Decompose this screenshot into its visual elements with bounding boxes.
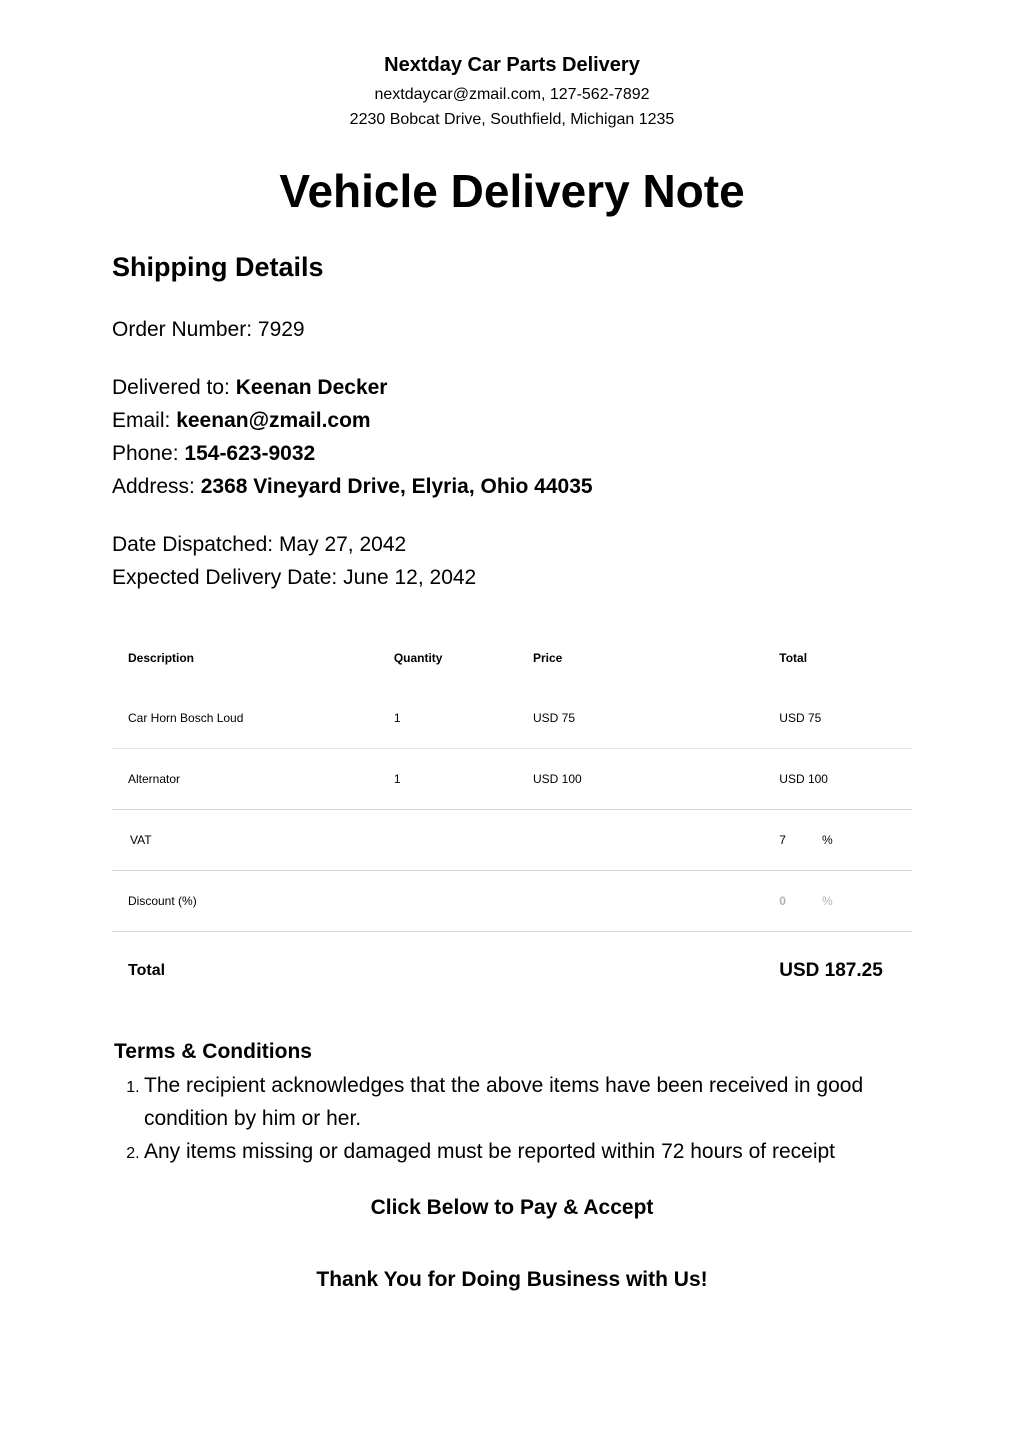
row-quantity: 1 xyxy=(394,749,533,810)
total-value: USD 187.25 xyxy=(779,960,883,981)
phone-label: Phone: xyxy=(112,442,179,465)
vat-cell xyxy=(779,810,912,871)
company-address: 2230 Bobcat Drive, Southfield, Michigan 1235 xyxy=(349,111,675,128)
row-quantity: 1 xyxy=(394,688,533,749)
header-quantity: Quantity xyxy=(393,651,443,665)
delivered-to-value: Keenan Decker xyxy=(235,376,388,399)
vat-row xyxy=(112,810,912,871)
header-total: Total xyxy=(779,651,808,665)
order-number-line xyxy=(112,318,305,342)
total-row xyxy=(112,932,912,1011)
document-title: Vehicle Delivery Note xyxy=(279,165,745,217)
terms-item: 2. Any items missing or damaged must be reported within 72 hours of receipt xyxy=(144,1135,904,1168)
row-description: Car Horn Bosch Loud xyxy=(112,688,394,749)
discount-unit: % xyxy=(821,894,833,908)
terms-heading: Terms & Conditions xyxy=(114,1040,312,1063)
date-dispatched-line xyxy=(112,533,406,557)
total-label: Total xyxy=(128,962,166,979)
table-header-row xyxy=(112,628,912,688)
header-price: Price xyxy=(533,651,563,665)
company-name: Nextday Car Parts Delivery xyxy=(384,54,640,76)
phone-line xyxy=(112,442,315,466)
address-line xyxy=(112,475,593,499)
discount-value[interactable]: 0 xyxy=(779,894,786,908)
date-dispatched-label: Date Dispatched: xyxy=(112,533,274,556)
pay-accept-prompt: Click Below to Pay & Accept xyxy=(370,1196,654,1219)
row-total: USD 75 xyxy=(779,688,912,749)
delivered-to-label: Delivered to: xyxy=(112,376,230,399)
date-dispatched-value: May 27, 2042 xyxy=(278,533,407,556)
expected-delivery-line xyxy=(112,566,476,590)
shipping-heading: Shipping Details xyxy=(112,252,324,282)
terms-list xyxy=(112,1069,904,1168)
vat-label: VAT xyxy=(112,810,394,871)
order-number-label: Order Number: xyxy=(112,318,253,341)
row-description: Alternator xyxy=(112,749,394,810)
order-number-value: 7929 xyxy=(257,318,305,341)
items-table xyxy=(112,628,912,1010)
phone-value: 154-623-9032 xyxy=(184,442,316,465)
header-description: Description xyxy=(128,651,195,665)
company-contact: nextdaycar@zmail.com, 127-562-7892 xyxy=(374,86,650,103)
row-price: USD 100 xyxy=(533,749,779,810)
discount-cell xyxy=(779,871,912,932)
delivered-to-line xyxy=(112,376,387,400)
discount-label: Discount (%) xyxy=(112,871,394,932)
vat-value[interactable]: 7 xyxy=(779,833,786,847)
expected-delivery-value: June 12, 2042 xyxy=(343,566,477,589)
table-row xyxy=(112,688,912,749)
row-total: USD 100 xyxy=(779,749,912,810)
table-row xyxy=(112,749,912,810)
address-label: Address: xyxy=(112,475,195,498)
row-price: USD 75 xyxy=(533,688,779,749)
email-line xyxy=(112,409,371,433)
email-value: keenan@zmail.com xyxy=(176,409,371,432)
expected-delivery-label: Expected Delivery Date: xyxy=(112,566,338,589)
terms-item: 1. The recipient acknowledges that the above items have been received in good condition by him or her. xyxy=(144,1069,904,1135)
vat-unit: % xyxy=(821,833,833,847)
email-label: Email: xyxy=(112,409,171,432)
thank-you-message: Thank You for Doing Business with Us! xyxy=(316,1268,708,1291)
discount-row xyxy=(112,871,912,932)
address-value: 2368 Vineyard Drive, Elyria, Ohio 44035 xyxy=(200,475,593,498)
